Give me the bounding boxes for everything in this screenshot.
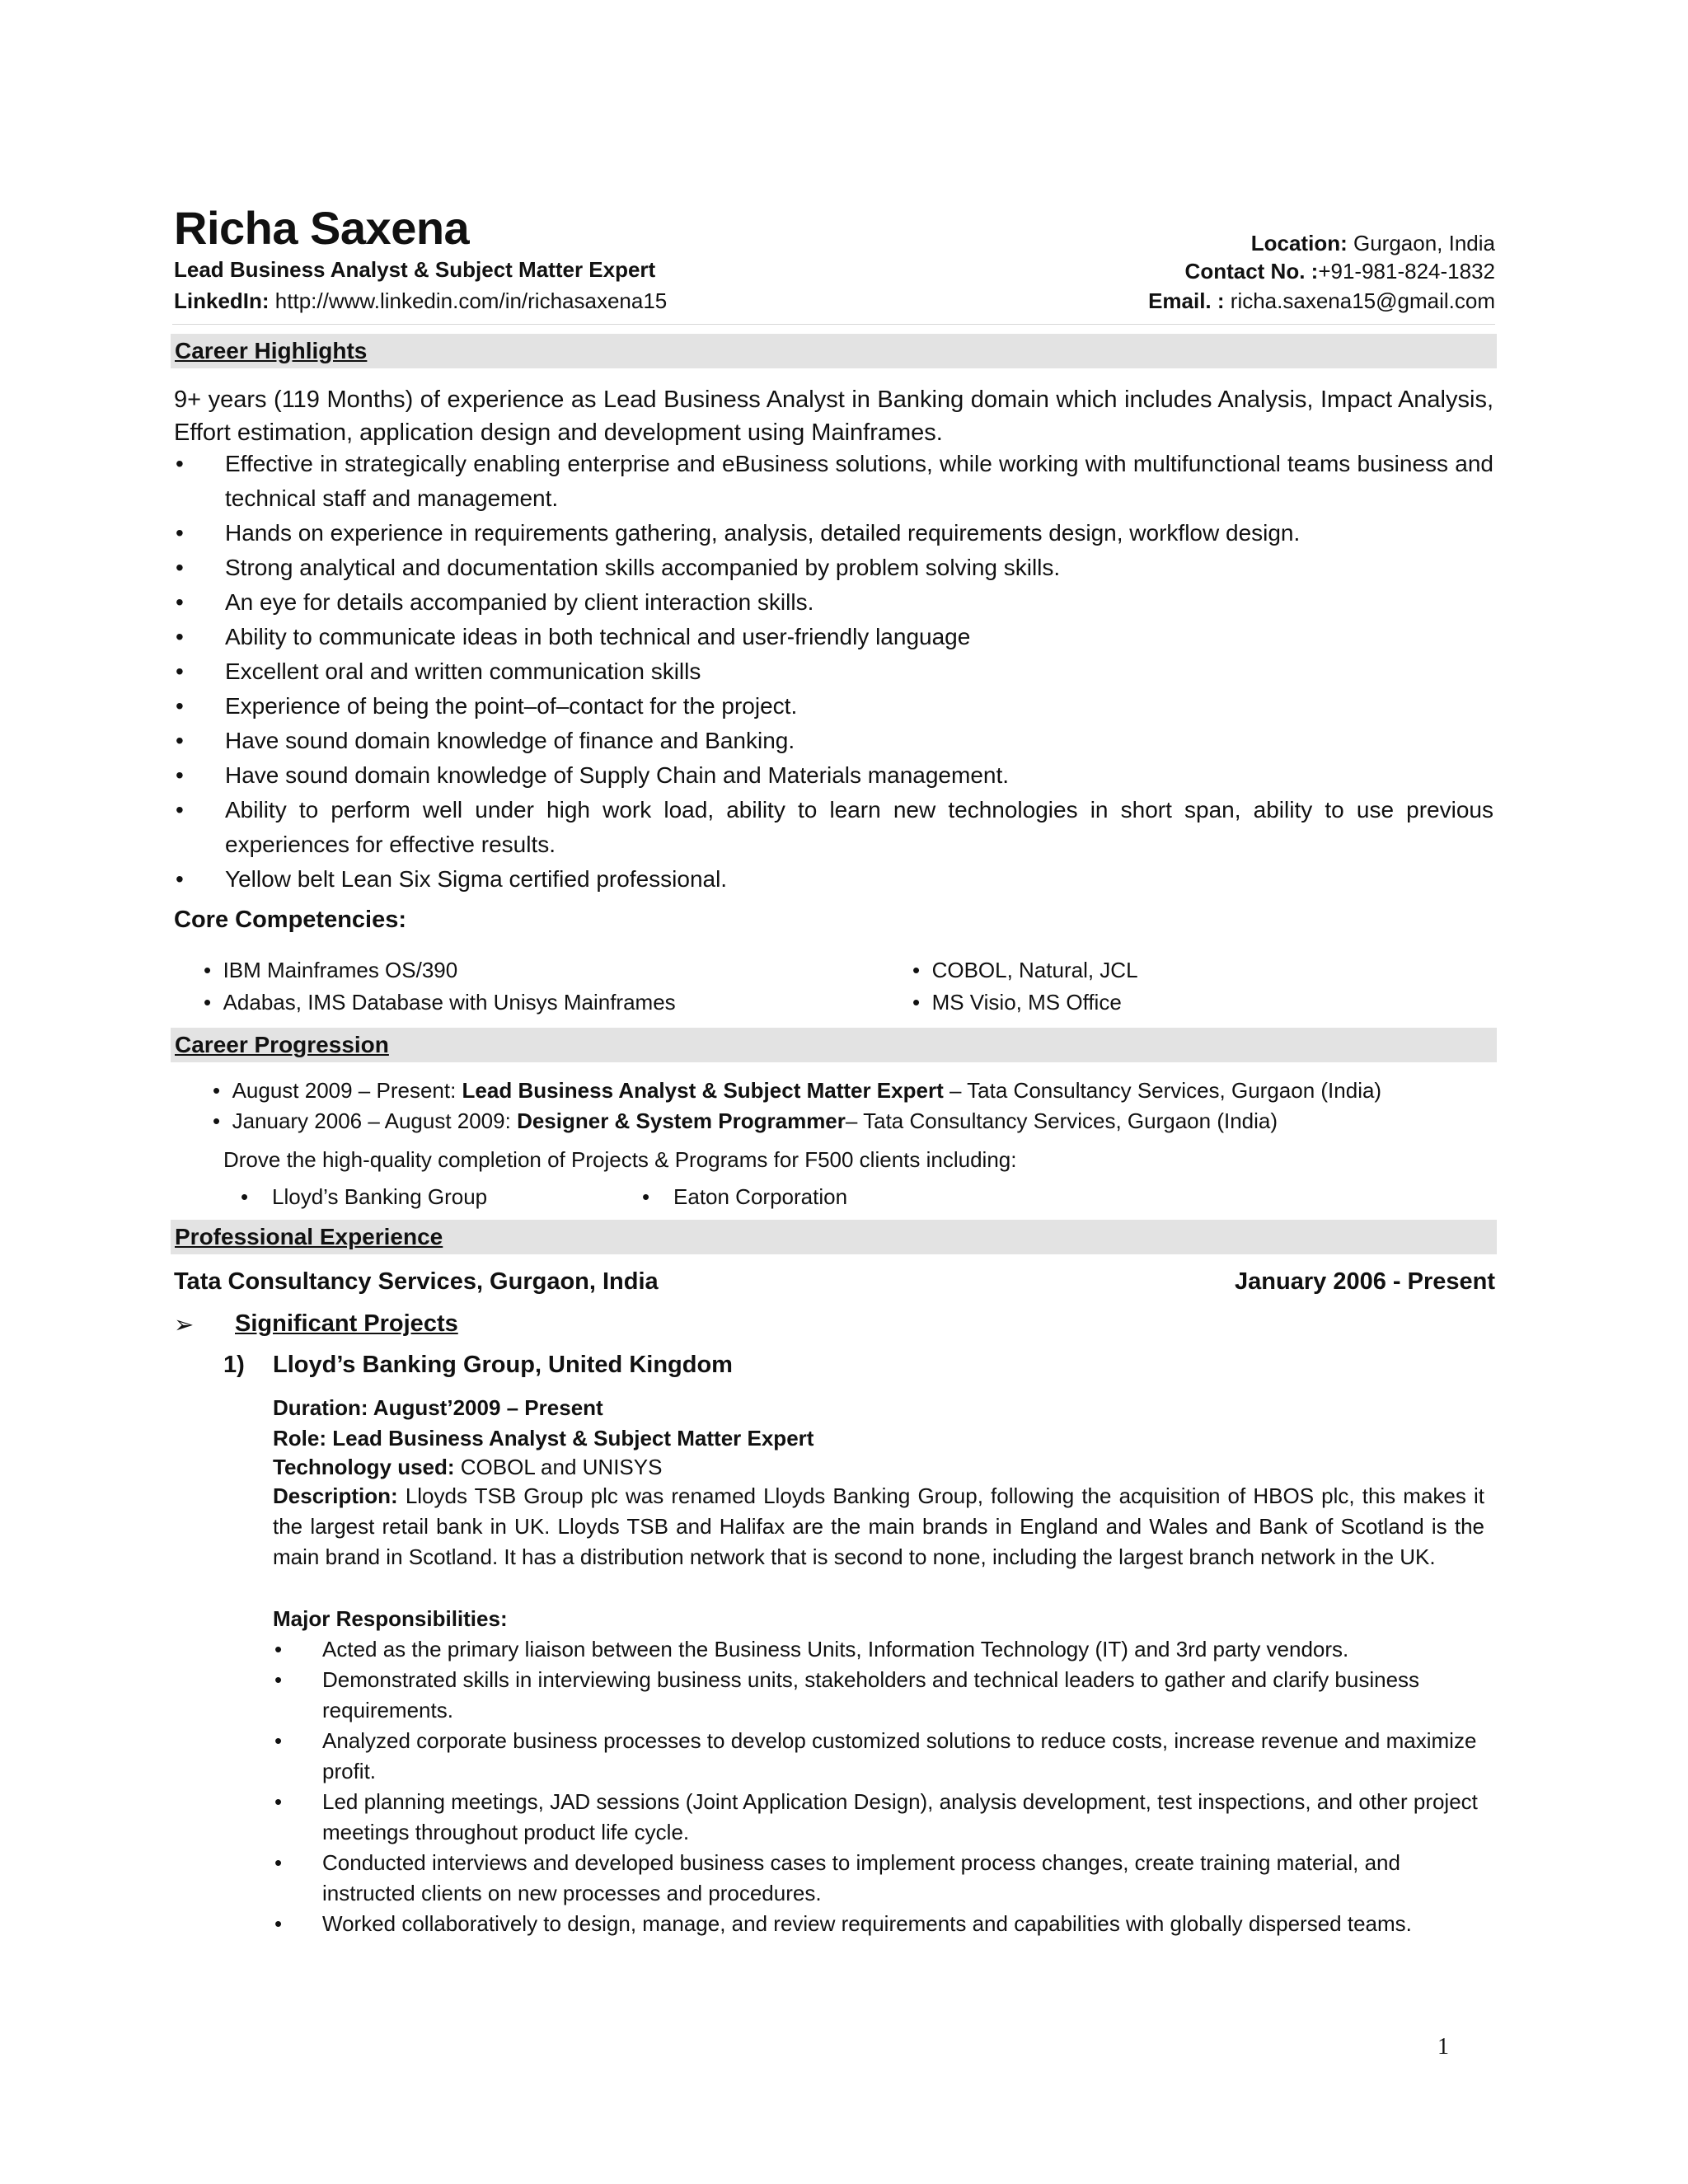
bullet-icon: •	[176, 797, 184, 823]
competency-item: • COBOL, Natural, JCL	[912, 958, 1138, 982]
linkedin-line	[174, 288, 667, 314]
list-item: • Have sound domain knowledge of Supply Chain and Materials management.	[174, 758, 1493, 793]
bullet-icon: •	[274, 1728, 283, 1753]
bullet-icon: •	[213, 1108, 221, 1133]
page-number: 1	[1437, 2034, 1449, 2060]
bullet-icon: •	[176, 555, 184, 580]
project-role: Role: Lead Business Analyst & Subject Matter Expert	[273, 1426, 814, 1451]
bullet-icon: •	[213, 1078, 221, 1103]
client-item: • Eaton Corporation	[642, 1184, 848, 1209]
list-item: • An eye for details accompanied by client interaction skills.	[174, 585, 1493, 620]
section-heading: Career Highlights	[175, 338, 368, 363]
client-item: • Lloyd’s Banking Group	[241, 1184, 488, 1209]
bullet-icon: •	[912, 958, 921, 982]
bullet-icon: •	[274, 1850, 283, 1875]
candidate-title: Lead Business Analyst & Subject Matter Expert	[174, 257, 656, 282]
section-heading: Professional Experience	[175, 1224, 443, 1249]
list-item: • Ability to communicate ideas in both technical and user-friendly language	[174, 620, 1493, 654]
location-label: Location:	[1250, 231, 1348, 255]
employment-period: January 2006 - Present	[1235, 1268, 1495, 1295]
list-item: • Hands on experience in requirements gathering, analysis, detailed requirements design, workflow design.	[174, 516, 1493, 551]
section-career-progression	[171, 1028, 1497, 1062]
list-item: • Strong analytical and documentation skills accompanied by problem solving skills.	[174, 551, 1493, 585]
progression-intro: Drove the high-quality completion of Projects & Programs for F500 clients including:	[223, 1147, 1017, 1172]
email-line	[1148, 288, 1495, 314]
bullet-icon: •	[274, 1789, 283, 1814]
bullet-icon: •	[176, 866, 184, 892]
bullet-icon: •	[204, 990, 212, 1015]
progression-item: • August 2009 – Present: Lead Business Analyst & Subject Matter Expert – Tata Consultancy Services, Gurgaon (India)	[213, 1078, 1382, 1103]
bullet-icon: •	[176, 693, 184, 719]
email-label: Email. :	[1148, 288, 1225, 313]
list-item: • Conducted interviews and developed business cases to implement process changes, create training material, and instructed clients on new processes and procedures.	[273, 1848, 1484, 1909]
career-summary: 9+ years (119 Months) of experience as Lead Business Analyst in Banking domain which includes Analysis, Impact Analysis, Effort estimation, application design and development using Mainframes.	[174, 387, 1493, 446]
core-competencies-heading: Core Competencies:	[174, 907, 407, 933]
list-item: • Ability to perform well under high work load, ability to learn new technologies in short span, ability to use previous experiences for effective results.	[174, 793, 1493, 862]
bullet-icon: •	[176, 728, 184, 753]
competency-item: • Adabas, IMS Database with Unisys Mainframes	[204, 990, 676, 1015]
list-item: • Experience of being the point–of–contact for the project.	[174, 689, 1493, 724]
bullet-icon: •	[912, 990, 921, 1015]
bullet-icon: •	[176, 762, 184, 788]
competency-item: • IBM Mainframes OS/390	[204, 958, 458, 982]
project-description: Description: Lloyds TSB Group plc was renamed Lloyds Banking Group, following the acquisition of HBOS plc, this makes it the largest retail bank in UK. Lloyds TSB and Halifax are the main brands in England and Wales and Bank of Scotland is the main brand in Scotland. It has a distribution network that is second to none, including the largest branch network in the UK.	[273, 1483, 1484, 1569]
bullet-icon: •	[176, 520, 184, 546]
list-item: • Analyzed corporate business processes to develop customized solutions to reduce costs, increase revenue and maximize profit.	[273, 1726, 1484, 1787]
competency-item: • MS Visio, MS Office	[912, 990, 1122, 1015]
project-title: Lloyd’s Banking Group, United Kingdom	[273, 1352, 733, 1378]
project-duration: Duration: August’2009 – Present	[273, 1395, 603, 1420]
responsibilities-heading: Major Responsibilities:	[273, 1606, 508, 1631]
projects-heading: Significant Projects	[235, 1310, 458, 1337]
list-item: • Yellow belt Lean Six Sigma certified professional.	[174, 862, 1493, 897]
section-professional-experience	[171, 1220, 1497, 1254]
bullet-icon: •	[204, 958, 212, 982]
bullet-icon: •	[176, 451, 184, 476]
list-item: • Acted as the primary liaison between the Business Units, Information Technology (IT) and 3rd party vendors.	[273, 1634, 1484, 1665]
bullet-icon: •	[274, 1667, 283, 1692]
progression-item: • January 2006 – August 2009: Designer & System Programmer– Tata Consultancy Services, Gurgaon (India)	[213, 1108, 1278, 1133]
section-heading: Career Progression	[175, 1032, 389, 1057]
linkedin-label: LinkedIn:	[174, 288, 270, 313]
project-technology: Technology used: COBOL and UNISYS	[273, 1455, 663, 1479]
bullet-icon: •	[176, 589, 184, 615]
list-item: • Effective in strategically enabling enterprise and eBusiness solutions, while working with multifunctional teams business and technical staff and management.	[174, 447, 1493, 516]
list-item: • Led planning meetings, JAD sessions (Joint Application Design), analysis development, test inspections, and other project meetings throughout product life cycle.	[273, 1787, 1484, 1848]
bullet-icon: •	[642, 1184, 650, 1209]
responsibilities-list	[273, 1634, 1484, 1939]
email-value[interactable]: richa.saxena15@gmail.com	[1230, 288, 1495, 313]
location-value: Gurgaon, India	[1353, 231, 1495, 255]
bullet-icon: •	[274, 1637, 283, 1661]
list-item: • Worked collaboratively to design, manage, and review requirements and capabilities with globally dispersed teams.	[273, 1909, 1484, 1939]
contact-value: +91-981-824-1832	[1318, 259, 1495, 284]
arrow-bullet-icon: ➢	[174, 1312, 195, 1338]
bullet-icon: •	[176, 658, 184, 684]
bullet-icon: •	[274, 1911, 283, 1936]
bullet-icon: •	[241, 1184, 249, 1209]
contact-line	[1185, 259, 1495, 284]
contact-label: Contact No. :	[1184, 259, 1319, 284]
highlights-list	[174, 447, 1493, 897]
project-number: 1)	[223, 1352, 245, 1378]
candidate-name: Richa Saxena	[174, 202, 470, 254]
linkedin-url[interactable]: http://www.linkedin.com/in/richasaxena15	[274, 288, 668, 313]
header-divider	[172, 324, 1495, 325]
bullet-icon: •	[176, 624, 184, 649]
section-career-highlights	[171, 334, 1497, 368]
list-item: • Have sound domain knowledge of finance and Banking.	[174, 724, 1493, 758]
list-item: • Demonstrated skills in interviewing business units, stakeholders and technical leaders to gather and clarify business requirements.	[273, 1665, 1484, 1726]
location-line	[1251, 231, 1495, 256]
list-item: • Excellent oral and written communication skills	[174, 654, 1493, 689]
company-name: Tata Consultancy Services, Gurgaon, India	[174, 1268, 659, 1295]
